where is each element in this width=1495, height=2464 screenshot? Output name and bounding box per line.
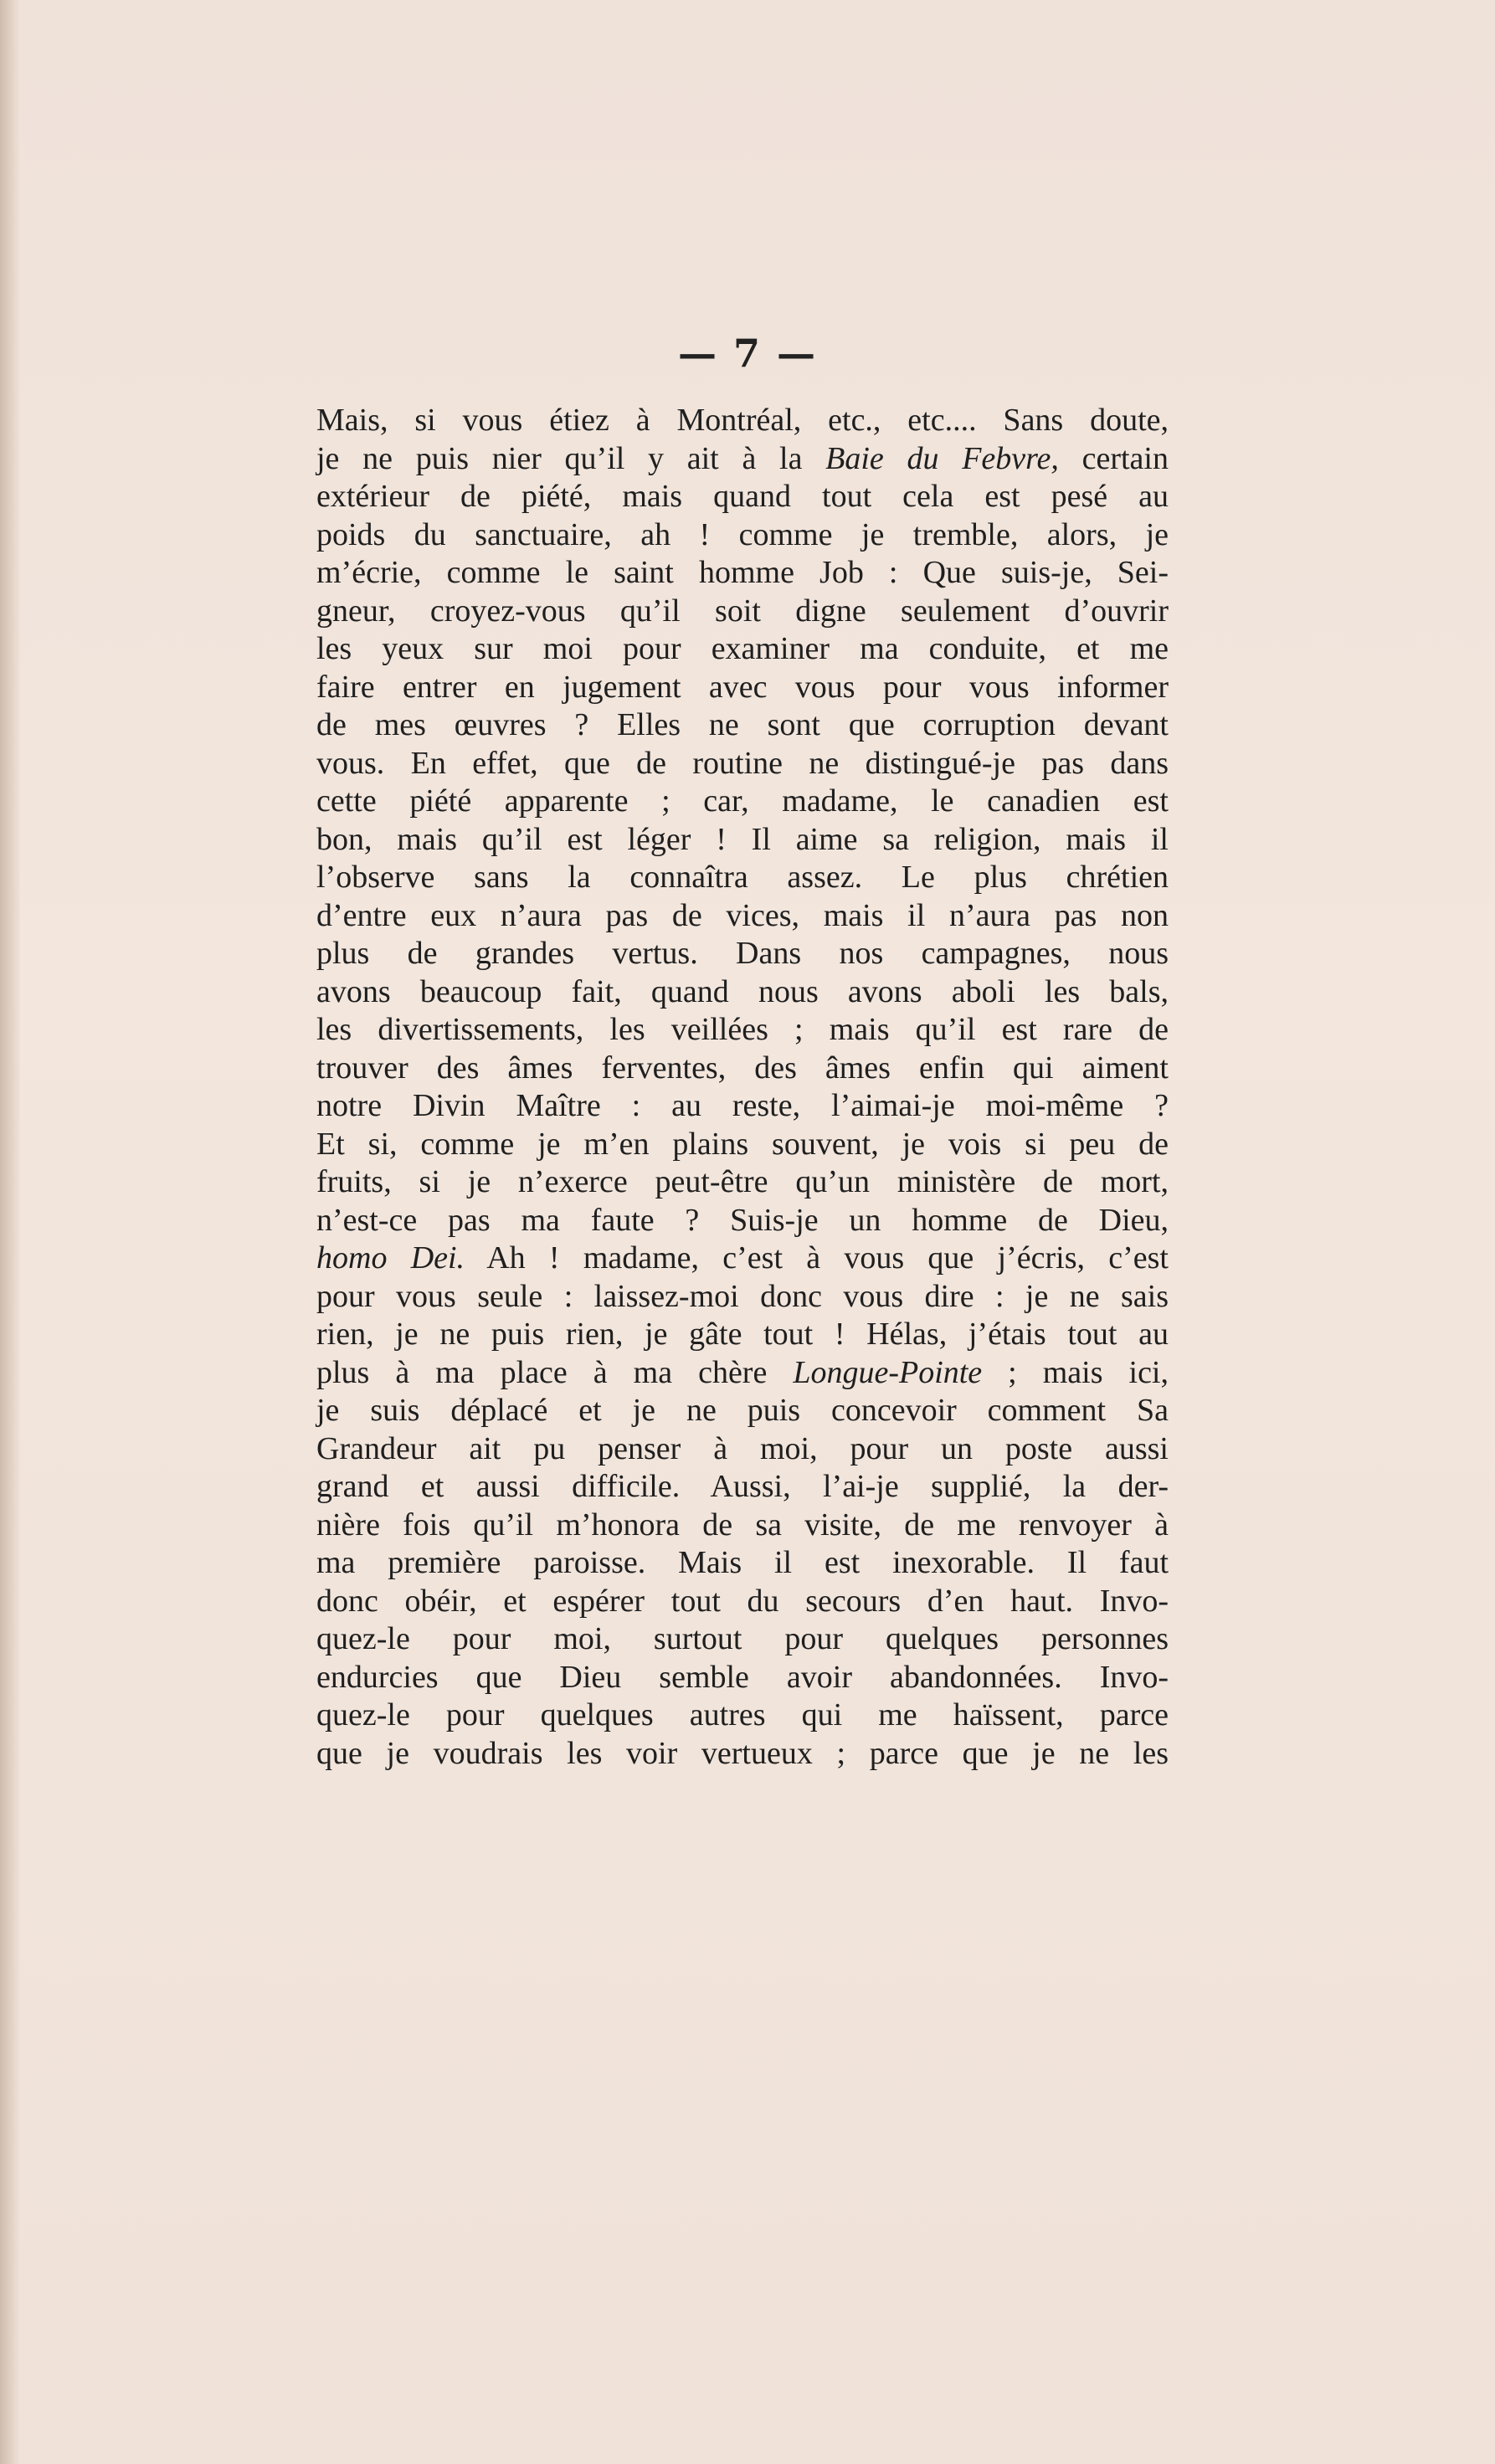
text-line	[316, 897, 1169, 936]
text-line	[316, 1507, 1169, 1545]
text-segment: extérieur de piété, mais quand tout cela est pesé au	[316, 479, 1169, 514]
text-line	[316, 706, 1169, 745]
text-line	[316, 859, 1169, 897]
text-segment: faire entrer en jugement avec vous pour vous informer	[316, 669, 1169, 705]
text-line	[316, 1544, 1169, 1583]
text-segment: Grandeur ait pu penser à moi, pour un poste aussi	[316, 1430, 1169, 1466]
text-line	[316, 1240, 1169, 1278]
text-segment: l’observe sans la connaîtra assez. Le plus chrétien	[316, 860, 1169, 895]
text-line	[316, 1011, 1169, 1050]
text-segment: gneur, croyez-vous qu’il soit digne seulement d’ouvrir	[316, 593, 1169, 629]
text-segment: ; mais ici,	[982, 1354, 1169, 1390]
page-number: — 7 —	[677, 331, 818, 376]
text-segment: poids du sanctuaire, ah ! comme je tremble, alors, je	[316, 516, 1169, 552]
text-segment: Ah ! madame, c’est à vous que j’écris, c’est	[465, 1240, 1169, 1276]
text-line	[316, 478, 1169, 516]
text-segment: Mais, si vous étiez à Montréal, etc., etc.... Sans doute,	[316, 403, 1169, 438]
text-line	[316, 440, 1169, 479]
text-line	[316, 1163, 1169, 1202]
text-line	[316, 935, 1169, 973]
text-line	[316, 1316, 1169, 1354]
text-line	[316, 554, 1169, 593]
text-segment: n’est-ce pas ma faute ? Suis-je un homme de Dieu,	[316, 1202, 1169, 1238]
text-segment: donc obéir, et espérer tout du secours d’en haut. Invo-	[316, 1583, 1169, 1619]
text-segment: quez-le pour quelques autres qui me haïssent, parce	[316, 1697, 1169, 1732]
text-segment: endurcies que Dieu semble avoir abandonnées. Invo-	[316, 1659, 1169, 1695]
text-line	[316, 630, 1169, 669]
text-segment: quez-le pour moi, surtout pour quelques personnes	[316, 1621, 1169, 1656]
text-segment: avons beaucoup fait, quand nous avons aboli les bals,	[316, 973, 1169, 1009]
text-line	[316, 1050, 1169, 1088]
text-segment: plus à ma place à ma chère	[316, 1354, 794, 1390]
text-segment: pour vous seule : laissez-moi donc vous dire : je ne sais	[316, 1278, 1169, 1314]
text-line	[316, 1735, 1169, 1774]
text-line	[316, 1202, 1169, 1240]
body-text	[316, 402, 1169, 1773]
text-segment: nière fois qu’il m’honora de sa visite, de me renvoyer à	[316, 1507, 1169, 1543]
text-line	[316, 783, 1169, 821]
text-line	[316, 1354, 1169, 1393]
text-line	[316, 973, 1169, 1012]
text-segment: grand et aussi difficile. Aussi, l’ai-je supplié, la der-	[316, 1469, 1169, 1504]
text-segment: les divertissements, les veillées ; mais qu’il est rare de	[316, 1012, 1169, 1047]
text-segment: Et si, comme je m’en plains souvent, je vois si peu de	[316, 1126, 1169, 1162]
text-line	[316, 1697, 1169, 1735]
text-segment: cette piété apparente ; car, madame, le canadien est	[316, 783, 1169, 819]
text-line	[316, 402, 1169, 440]
text-segment: bon, mais qu’il est léger ! Il aime sa religion, mais il	[316, 821, 1169, 857]
text-line	[316, 1583, 1169, 1621]
italic-text-segment: homo Dei.	[316, 1240, 465, 1276]
text-segment: rien, je ne puis rien, je gâte tout ! Hélas, j’étais tout au	[316, 1317, 1169, 1352]
text-segment: de mes œuvres ? Elles ne sont que corruption devant	[316, 707, 1169, 742]
text-segment: je ne puis nier qu’il y ait à la	[316, 440, 826, 476]
text-line	[316, 669, 1169, 707]
text-segment: les yeux sur moi pour examiner ma conduite, et me	[316, 631, 1169, 666]
text-segment: fruits, si je n’exerce peut-être qu’un ministère de mort,	[316, 1164, 1169, 1199]
text-line	[316, 1087, 1169, 1126]
italic-text-segment: Baie du Febvre,	[825, 440, 1059, 476]
text-line	[316, 1392, 1169, 1430]
text-line	[316, 821, 1169, 860]
text-line	[316, 1659, 1169, 1697]
text-line	[316, 516, 1169, 555]
text-line	[316, 745, 1169, 783]
text-line	[316, 1620, 1169, 1659]
italic-text-segment: Longue-Pointe	[793, 1354, 983, 1390]
text-line	[316, 1430, 1169, 1469]
text-segment: m’écrie, comme le saint homme Job : Que suis-je, Sei-	[316, 555, 1169, 590]
text-segment: notre Divin Maître : au reste, l’aimai-je moi-même ?	[316, 1088, 1169, 1123]
text-segment: ma première paroisse. Mais il est inexorable. Il faut	[316, 1545, 1169, 1580]
text-line	[316, 593, 1169, 631]
text-segment: certain	[1058, 440, 1169, 476]
text-segment: que je voudrais les voir vertueux ; parce que je ne les	[316, 1735, 1169, 1771]
text-segment: vous. En effet, que de routine ne distingué-je pas dans	[316, 745, 1169, 781]
text-line	[316, 1468, 1169, 1507]
text-segment: trouver des âmes ferventes, des âmes enfin qui aiment	[316, 1050, 1169, 1086]
text-line	[316, 1278, 1169, 1317]
text-segment: plus de grandes vertus. Dans nos campagnes, nous	[316, 936, 1169, 971]
text-line	[316, 1126, 1169, 1164]
text-segment: d’entre eux n’aura pas de vices, mais il n’aura pas non	[316, 897, 1169, 933]
text-segment: je suis déplacé et je ne puis concevoir comment Sa	[316, 1393, 1169, 1428]
